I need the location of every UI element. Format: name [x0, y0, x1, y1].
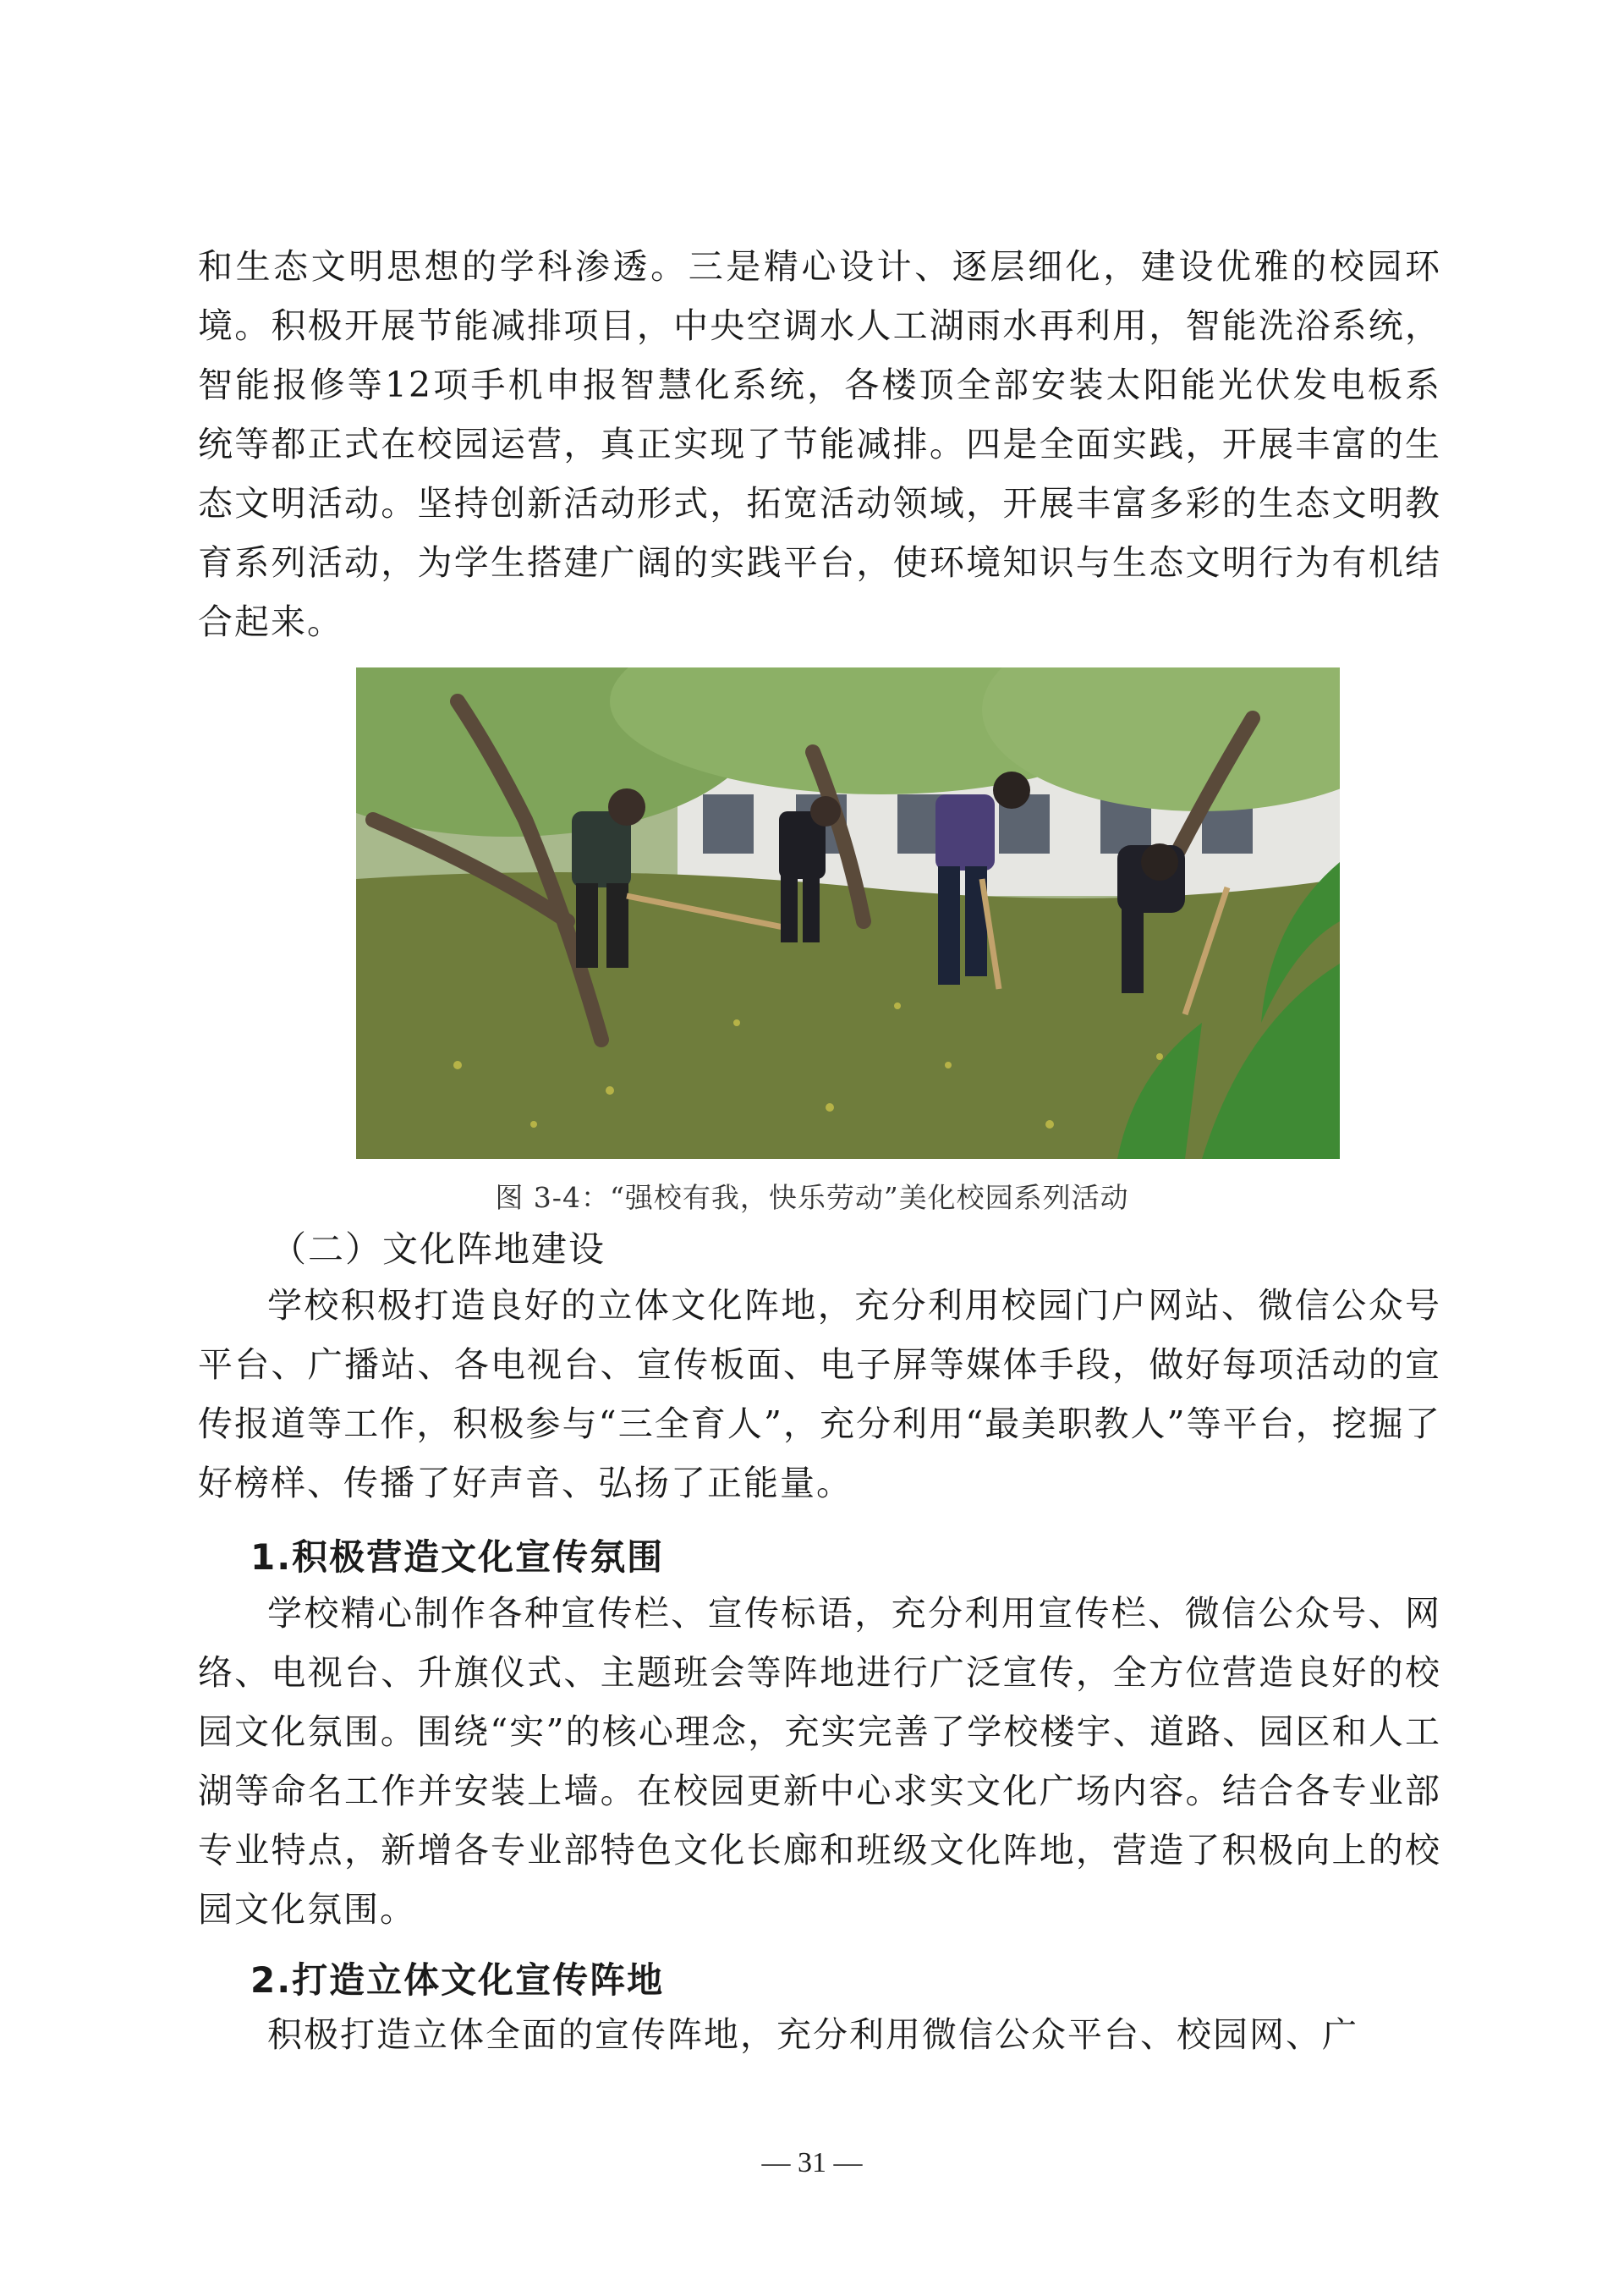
gardening-photo-illustration [356, 667, 1340, 1159]
section-heading-culture-front: （二）文化阵地建设 [271, 1228, 606, 1270]
paragraph-culture-front: 学校积极打造良好的立体文化阵地，充分利用校园门户网站、微信公众号平台、广播站、各电视台、宣传板面、电子屏等媒体手段，做好每项活动的宣传报道等工作，积极参与“三全育人”，充分利用“最美职教人”等平台，挖掘了好榜样、传播了好声音、弘扬了正能量。 [198, 1285, 1441, 1503]
figure-caption: 图 3-4：“强校有我，快乐劳动”美化校园系列活动 [495, 1181, 1129, 1214]
subheading-culture-atmosphere: 1.积极营造文化宣传氛围 [250, 1536, 665, 1578]
paragraph-culture-atmosphere: 学校精心制作各种宣传栏、宣传标语，充分利用宣传栏、微信公众号、网络、电视台、升旗仪式、主题班会等阵地进行广泛宣传，全方位营造良好的校园文化氛围。围绕“实”的核心理念，充实完善了学校楼宇、道路、园区和人工湖等命名工作并安装上墙。在校园更新中心求实文化广场内容。结合各专业部专业特点，新增各专业部特色文化长廊和班级文化阵地，营造了积极向上的校园文化氛围。 [198, 1593, 1441, 1930]
paragraph-publicity-front: 积极打造立体全面的宣传阵地，充分利用微信公众平台、校园网、广 [267, 2014, 1358, 2055]
paragraph-eco-civilization: 和生态文明思想的学科渗透。三是精心设计、逐层细化，建设优雅的校园环境。积极开展节能减排项目，中央空调水人工湖雨水再利用，智能洗浴系统，智能报修等12项手机申报智慧化系统，各楼顶全部安装太阳能光伏发电板系统等都正式在校园运营，真正实现了节能减排。四是全面实践，开展丰富的生态文明活动。坚持创新活动形式，拓宽活动领域，开展丰富多彩的生态文明教育系列活动，为学生搭建广阔的实践平台，使环境知识与生态文明行为有机结合起来。 [198, 246, 1441, 642]
figure-photo-gardening [356, 667, 1340, 1159]
page-number: — 31 — [761, 2147, 863, 2178]
subheading-publicity-front: 2.打造立体文化宣传阵地 [250, 1959, 665, 2001]
